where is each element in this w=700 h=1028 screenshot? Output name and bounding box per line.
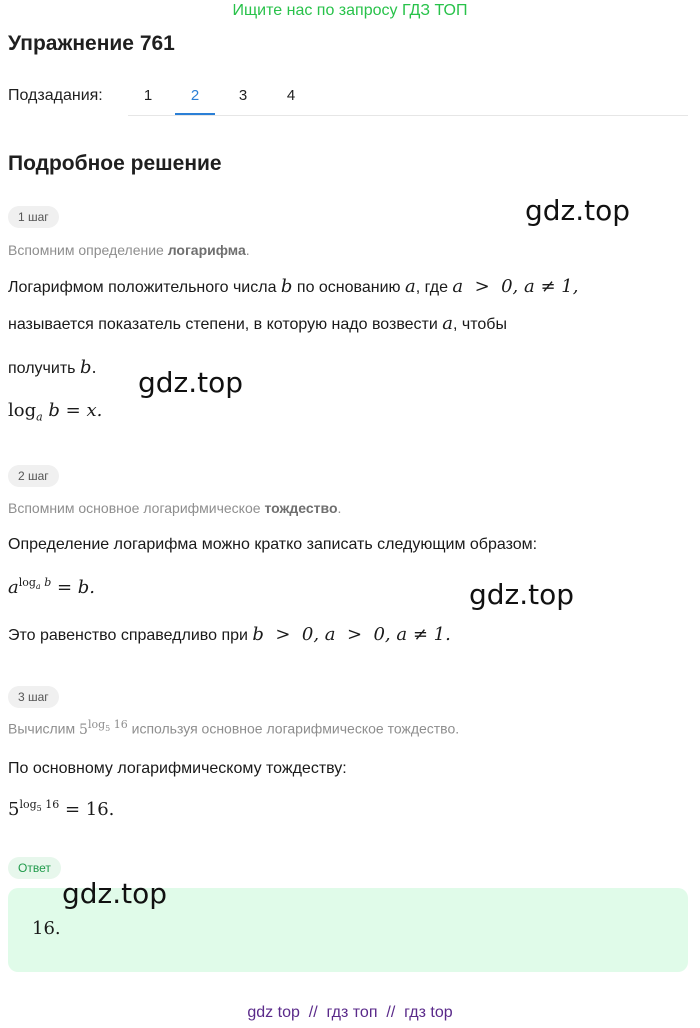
- step-text: Это равенство справедливо при b > 0, a > 0, a ≠ 1.: [8, 624, 451, 645]
- search-banner: Ищите нас по запросу ГДЗ ТОП: [232, 2, 468, 19]
- formula: $5^{log_5 16} = 16$.: [8, 798, 115, 820]
- step-text: получить b.: [8, 357, 97, 378]
- watermark: gdz.top: [138, 366, 244, 399]
- step-text: Определение логарифма можно кратко записать следующим образом:: [8, 536, 538, 553]
- answer-badge: Ответ: [8, 857, 61, 879]
- page-title: Упражнение 761: [8, 32, 175, 55]
- watermark: gdz.top: [62, 877, 168, 910]
- watermark: gdz.top: [469, 578, 575, 611]
- answer-value: 16.: [32, 918, 61, 939]
- formula: $\log_a b = x$.: [8, 400, 103, 424]
- section-title: Подробное решение: [8, 152, 222, 175]
- subtasks-label: Подзадания:: [8, 87, 103, 104]
- step-hint: Вычислим $5^{log_5 16}$ используя основное логарифмическое тождество.: [8, 718, 460, 738]
- step-badge: 2 шаг: [8, 465, 59, 487]
- step-hint: Вспомним определение логарифма.: [8, 242, 250, 258]
- step-text: По основному логарифмическому тождеству:: [8, 760, 347, 777]
- tab-subtask-4[interactable]: 4: [286, 87, 296, 104]
- footer-links[interactable]: gdz top // гдз топ // гдз top: [247, 1004, 453, 1021]
- step-hint: Вспомним основное логарифмическое тождество.: [8, 500, 342, 516]
- active-tab-indicator: [175, 113, 215, 115]
- tab-subtask-2[interactable]: 2: [190, 87, 200, 104]
- formula: $a^{log_a b} = b$.: [8, 576, 96, 598]
- step-badge: 3 шаг: [8, 686, 59, 708]
- tab-subtask-1[interactable]: 1: [143, 87, 153, 104]
- watermark: gdz.top: [525, 194, 631, 227]
- step-text: Логарифмом положительного числа b по основанию a, где a > 0, a ≠ 1,: [8, 276, 579, 297]
- step-badge: 1 шаг: [8, 206, 59, 228]
- tab-subtask-3[interactable]: 3: [238, 87, 248, 104]
- step-text: называется показатель степени, в которую надо возвести a, чтобы: [8, 313, 507, 334]
- tabs-divider: [128, 115, 688, 116]
